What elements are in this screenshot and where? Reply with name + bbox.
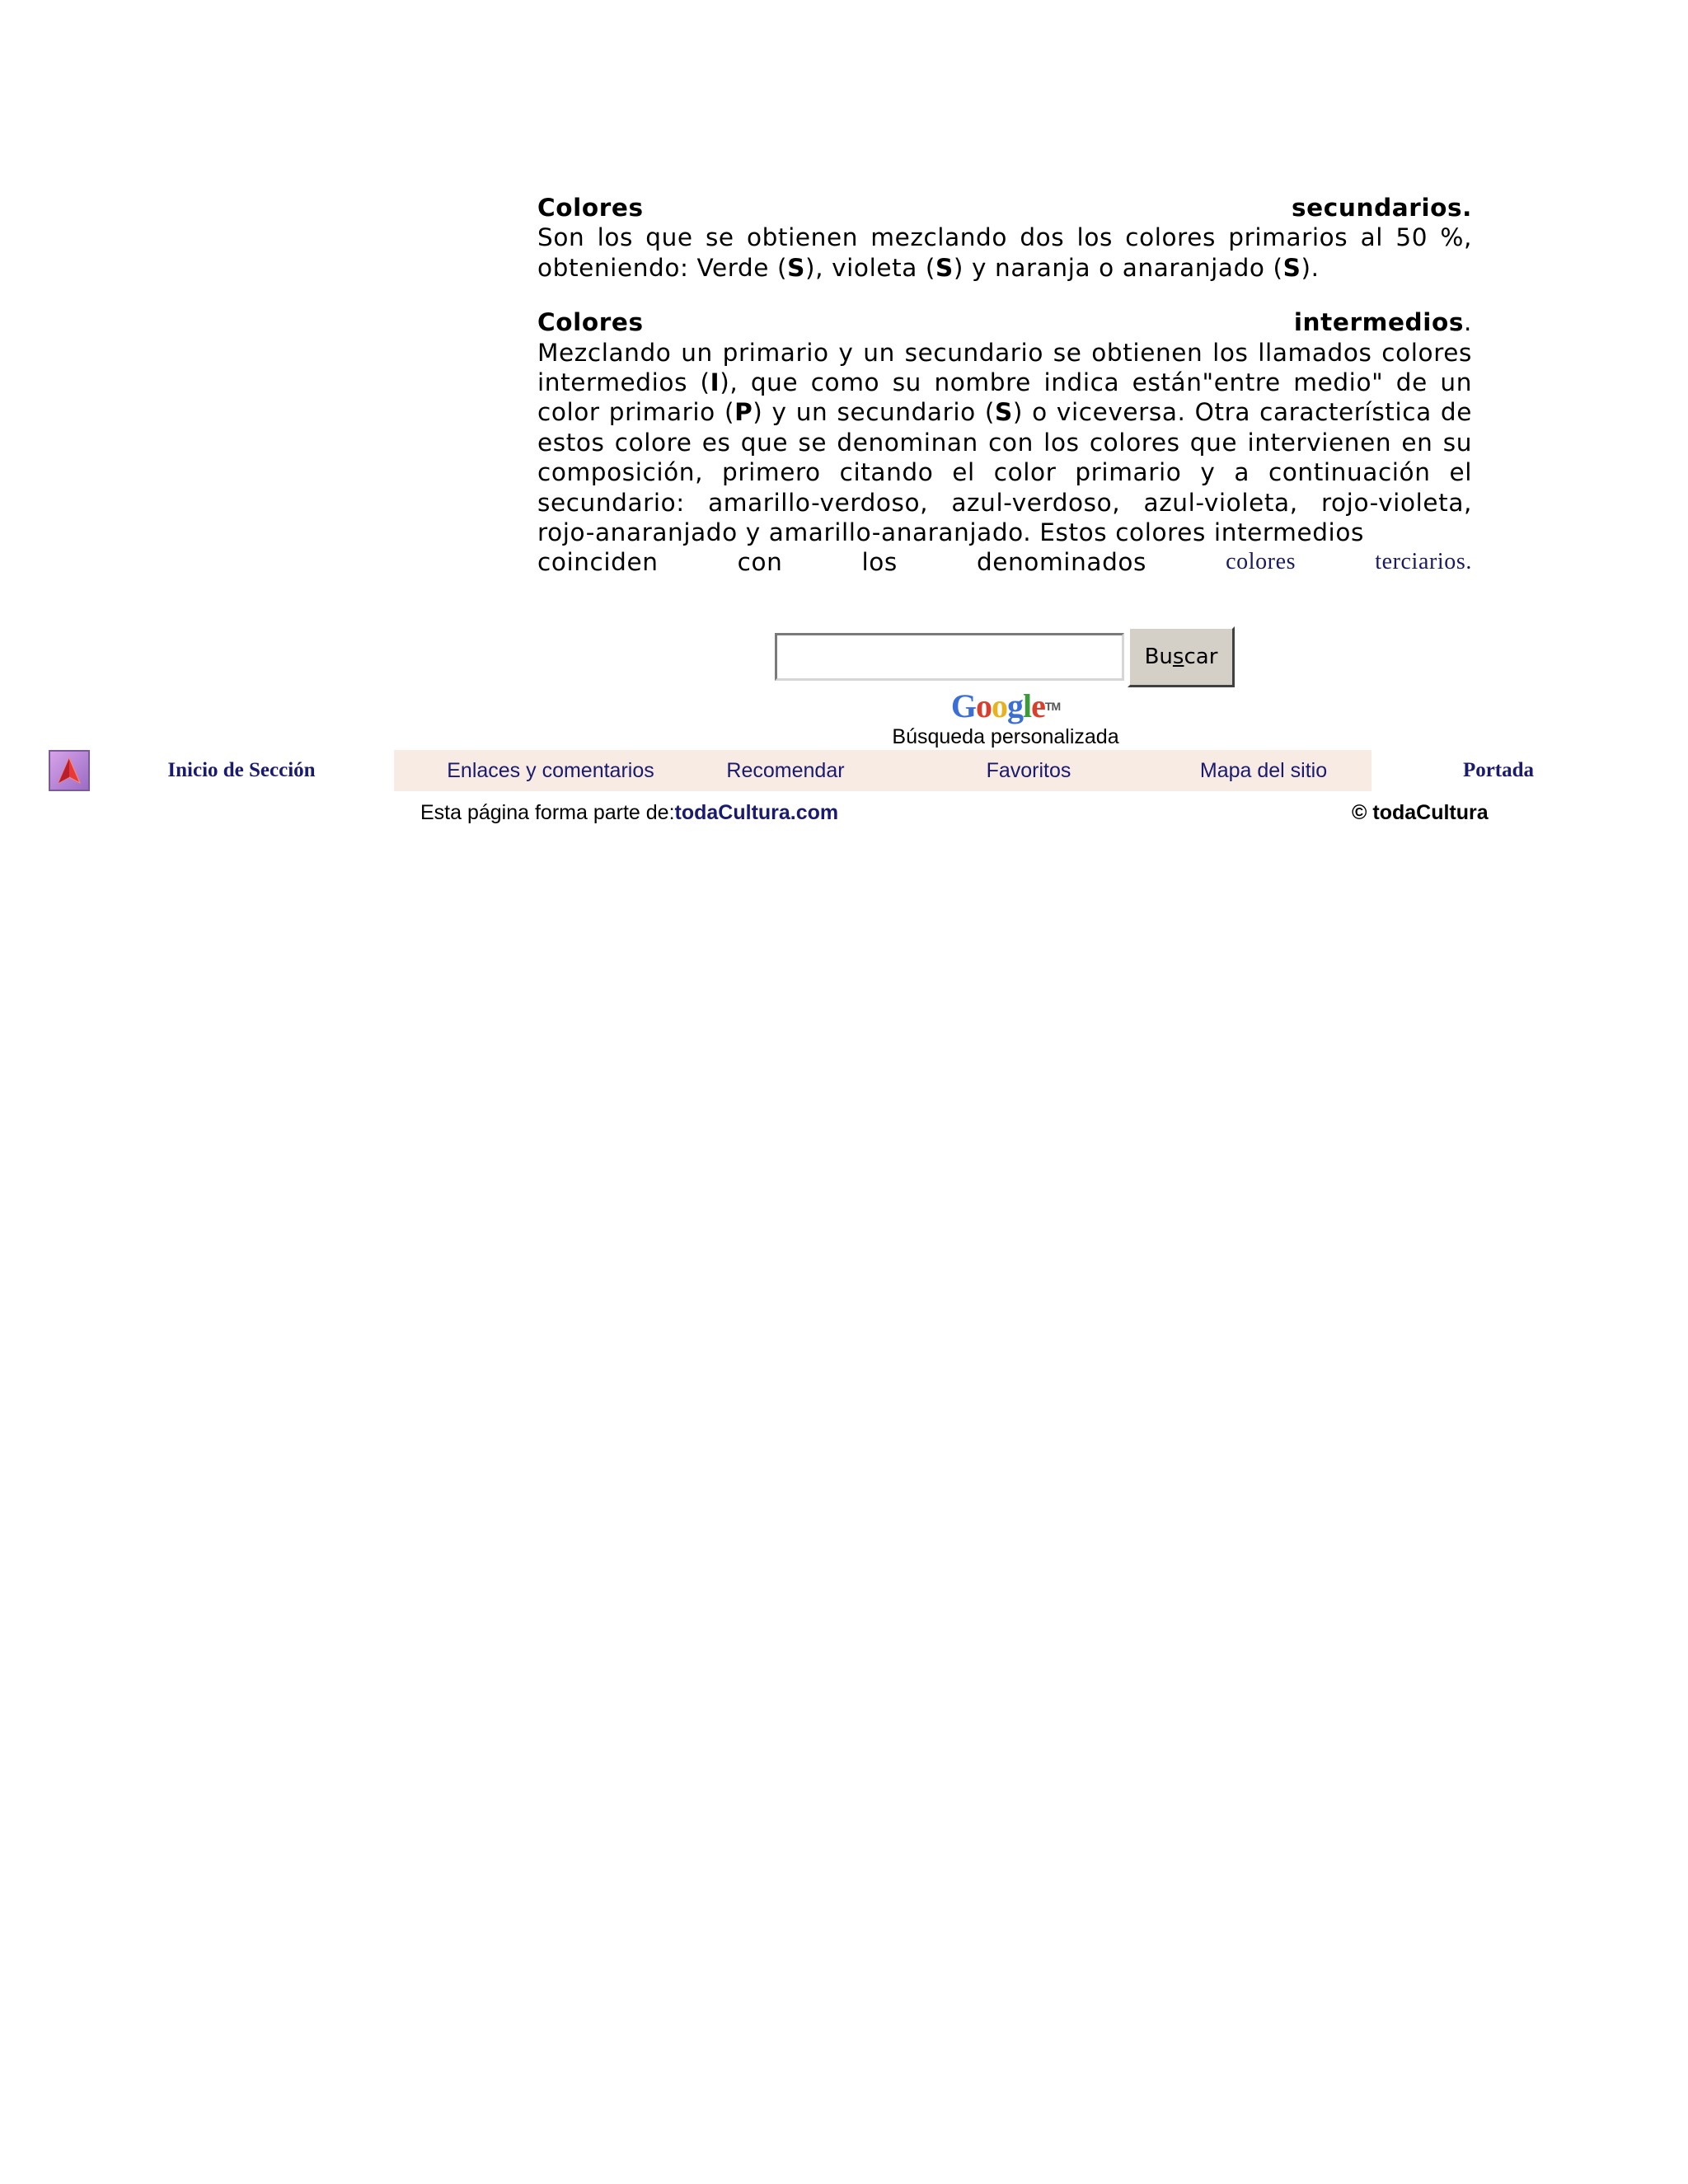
navigation-row [0,750,1688,791]
link-colores-terciarios[interactable]: colores [1226,549,1296,575]
footer-site-link[interactable]: todaCultura.com [674,801,839,824]
google-letter: g [1007,687,1023,724]
bold-letter: S [1282,253,1301,282]
google-logo [775,687,1236,725]
bold-letter: P [734,398,753,427]
text-run: ) o viceversa. Otra característica de estos colore es que se denominan con los colores que intervienen en su composición, primero citando el color primario y a continuación el secundario: amarillo-verdoso, azul-verdoso, azul-violeta, rojo-violeta, rojo-anaranjado y amarillo-anaranjado. Estos colores intermedios [537,398,1472,547]
bold-letter: S [787,253,805,282]
word: los [861,548,898,577]
section-intermedios [537,307,1472,578]
nav-portada[interactable]: Portada [1462,759,1535,781]
heading-word-left: Colores [537,308,644,337]
footer-prefix: Esta página forma parte de: [420,801,675,824]
text-run: ). [1301,253,1320,282]
heading-word-text: intermedios [1293,308,1465,337]
heading-dot: . [1464,308,1472,337]
word: con [737,548,783,577]
link-colores-terciarios[interactable]: terciarios. [1375,549,1472,575]
bold-letter: S [935,253,954,282]
bold-letter: S [995,398,1013,427]
bold-letter: I [710,368,720,397]
nav-inicio-de-seccion[interactable]: Inicio de Sección [167,759,316,781]
paragraph-intermedios [537,338,1472,548]
google-letter: l [1023,687,1032,724]
heading-word-right: secundarios. [1292,194,1472,222]
google-letter: o [992,687,1007,724]
nav-favoritos[interactable]: Favoritos [986,759,1071,782]
text-run: Son los que se obtienen mezclando dos los colores primarios al 50 %, obteniendo: Verde ( [537,223,1472,282]
google-search-box [775,626,1236,748]
nav-enlaces-y-comentarios[interactable]: Enlaces y comentarios [447,759,654,782]
button-label-accesskey: s [1172,644,1184,669]
section-secundarios [537,193,1472,283]
google-trademark: TM [1044,700,1061,713]
google-letter: G [950,687,976,724]
paragraph-last-line [537,547,1472,577]
footer-copyright: © todaCultura [1352,801,1489,824]
up-arrow-icon[interactable] [49,750,90,791]
heading-intermedios [537,307,1472,337]
google-letter: o [976,687,992,724]
footer [0,796,1688,829]
search-row [775,626,1236,687]
word: coinciden [537,548,659,577]
heading-secundarios [537,193,1472,223]
text-run: Mezclando un primario y un secundario se obtienen los llamados colores intermedios ( [537,338,1472,397]
button-label-part: Bu [1144,644,1173,669]
search-input[interactable] [775,633,1124,681]
text-run: ) y naranja o anaranjado ( [953,253,1283,282]
footer-part-of [420,796,838,829]
text-run: ), que como su nombre indica están"entre medio" de un color primario ( [537,368,1472,427]
nav-mapa-del-sitio[interactable]: Mapa del sitio [1199,759,1328,782]
heading-word-left: Colores [537,194,644,222]
nav-bar [394,750,1372,791]
article-content [537,193,1472,602]
button-label-part: car [1184,644,1218,669]
text-run: ) y un secundario ( [753,398,996,427]
search-caption: Búsqueda personalizada [892,725,1119,748]
text-run: ), violeta ( [805,253,936,282]
nav-recomendar[interactable]: Recomendar [726,759,845,782]
search-button[interactable] [1128,626,1235,687]
google-letter: e [1031,687,1045,724]
word: denominados [976,548,1147,577]
heading-word-right [1294,307,1472,337]
paragraph-secundarios [537,223,1472,283]
